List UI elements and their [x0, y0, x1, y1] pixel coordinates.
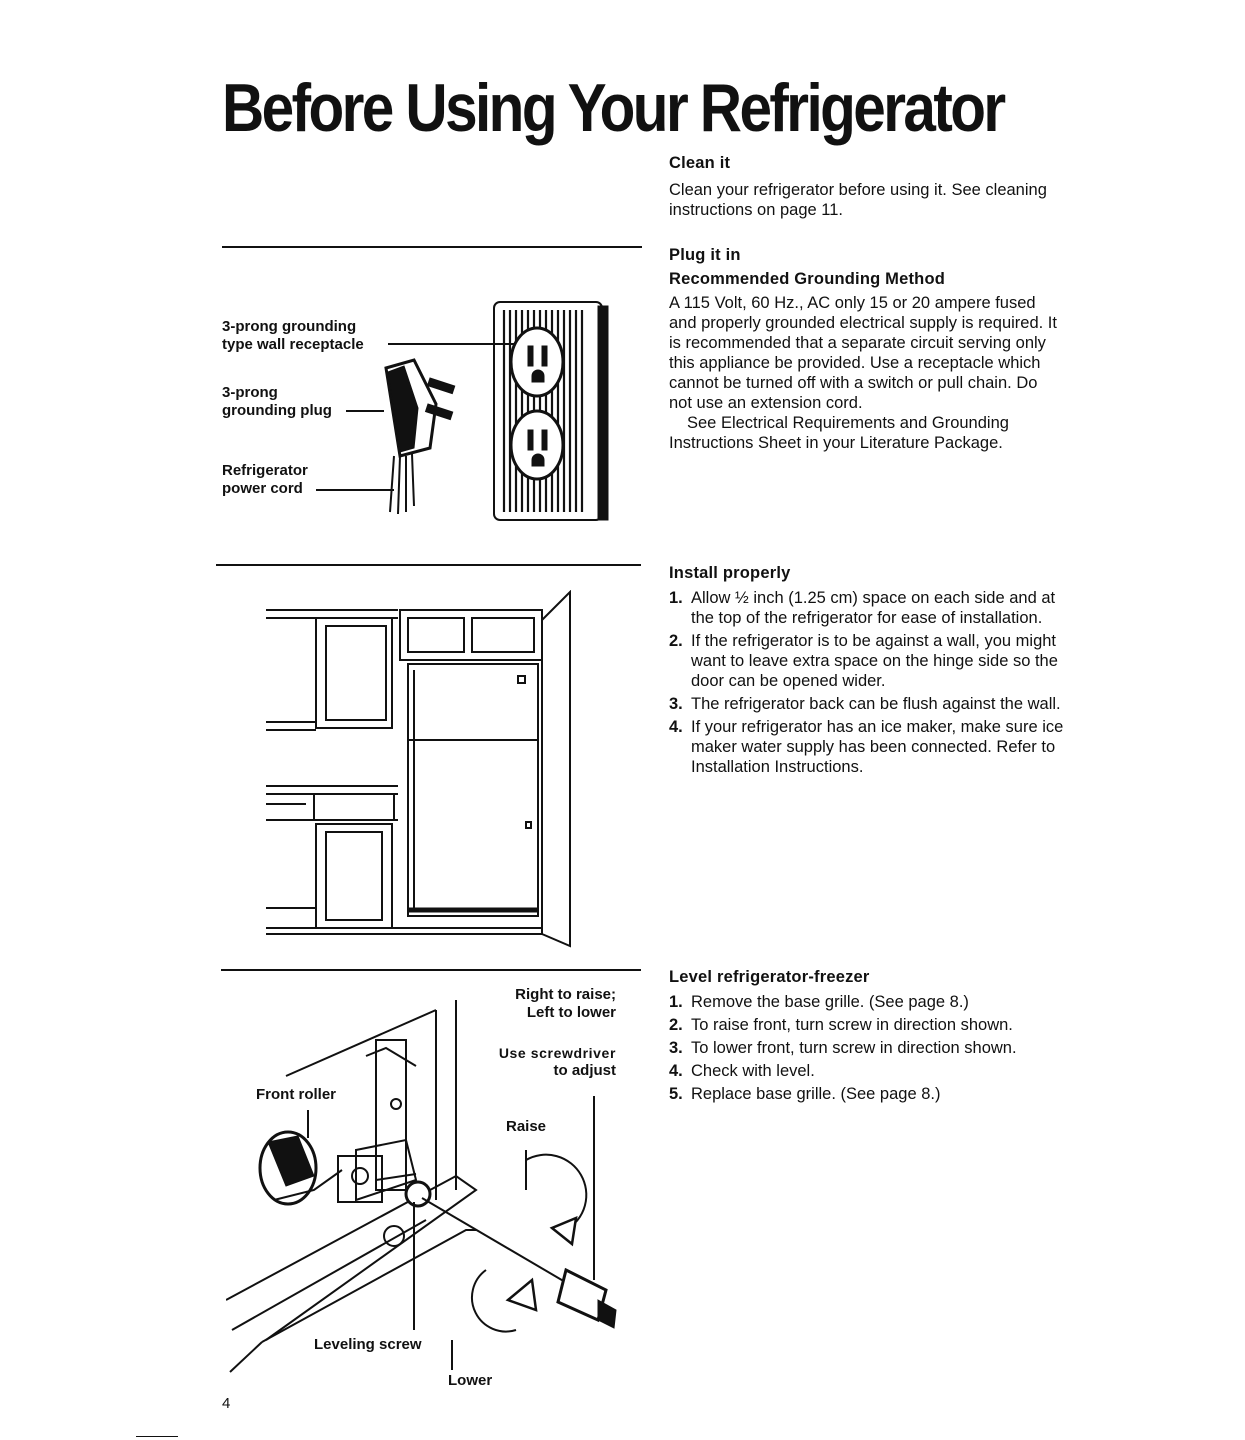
list-item: 4. Check with level. — [669, 1062, 815, 1080]
list-item: 1. Remove the base grille. (See page 8.) — [669, 993, 969, 1011]
cord-label-line2: power cord — [222, 480, 303, 497]
divider — [221, 969, 641, 971]
lower-label: Lower — [448, 1372, 493, 1389]
section-clean — [669, 152, 1049, 220]
clean-heading: Clean it — [669, 154, 731, 172]
list-item: 1. Allow ½ inch (1.25 cm) space on each side and at the top of the refrigerator for ease of installation. — [669, 589, 1056, 627]
level-steps — [669, 992, 1064, 1104]
front-roller-label: Front roller — [256, 1086, 337, 1103]
install-heading: Install properly — [669, 564, 791, 582]
right-to-raise-label: Right to raise; — [515, 986, 616, 1003]
grounding-subheading: Recommended Grounding Method — [669, 270, 946, 288]
leveling-illustration — [226, 980, 626, 1400]
plug-label-line2: grounding plug — [222, 402, 332, 419]
receptacle-label-line2: type wall receptacle — [222, 336, 364, 353]
figure-plug-receptacle — [216, 280, 646, 530]
section-plug — [669, 244, 1059, 453]
grounding-note: See Electrical Requirements and Grounding Instructions Sheet in your Literature Package. — [669, 414, 1009, 452]
kitchen-installation-illustration — [266, 590, 576, 952]
list-item: 5. Replace base grille. (See page 8.) — [669, 1085, 941, 1103]
level-heading: Level refrigerator-freezer — [669, 968, 870, 986]
raise-label: Raise — [506, 1118, 547, 1135]
figure-installation — [266, 590, 576, 952]
plug-heading: Plug it in — [669, 246, 741, 264]
clean-body: Clean your refrigerator before using it. See cleaning instructions on page 11. — [669, 181, 1047, 219]
leveling-screw-label: Leveling screw — [314, 1336, 422, 1353]
left-to-lower-label: Left to lower — [526, 1004, 616, 1021]
divider — [216, 564, 641, 566]
install-steps — [669, 588, 1064, 777]
list-item: 4. If your refrigerator has an ice maker, make sure ice maker water supply has been connected. Refer to Installation Instructions. — [669, 718, 1064, 776]
page-title: Before Using Your Refrigerator — [222, 70, 1004, 146]
use-screwdriver-label: Use screwdriver — [498, 1045, 616, 1061]
page-number: 4 — [222, 1395, 231, 1412]
list-item: 2. If the refrigerator is to be against a wall, you might want to leave extra space on the hinge side so the door can be opened wider. — [669, 632, 1058, 690]
figure-leveling — [226, 980, 626, 1400]
plug-label-line1: 3-prong — [222, 384, 278, 401]
list-item: 3. The refrigerator back can be flush against the wall. — [669, 695, 1061, 713]
section-level — [669, 966, 1064, 1107]
to-adjust-label: to adjust — [553, 1062, 616, 1079]
list-item: 2. To raise front, turn screw in direction shown. — [669, 1016, 1013, 1034]
footer-mark — [136, 1436, 178, 1437]
section-install — [669, 562, 1064, 780]
grounding-paragraph: A 115 Volt, 60 Hz., AC only 15 or 20 ampere fused and properly grounded electrical supply is required. It is recommended that a separate circuit serving only this appliance be provided. Use a receptacle which cannot be turned off with a switch or pull chain. Do not use an extension cord. — [669, 294, 1057, 412]
list-item: 3. To lower front, turn screw in direction shown. — [669, 1039, 1017, 1057]
receptacle-label-line1: 3-prong grounding — [222, 318, 357, 335]
cord-label-line1: Refrigerator — [222, 462, 308, 479]
divider — [222, 246, 642, 248]
